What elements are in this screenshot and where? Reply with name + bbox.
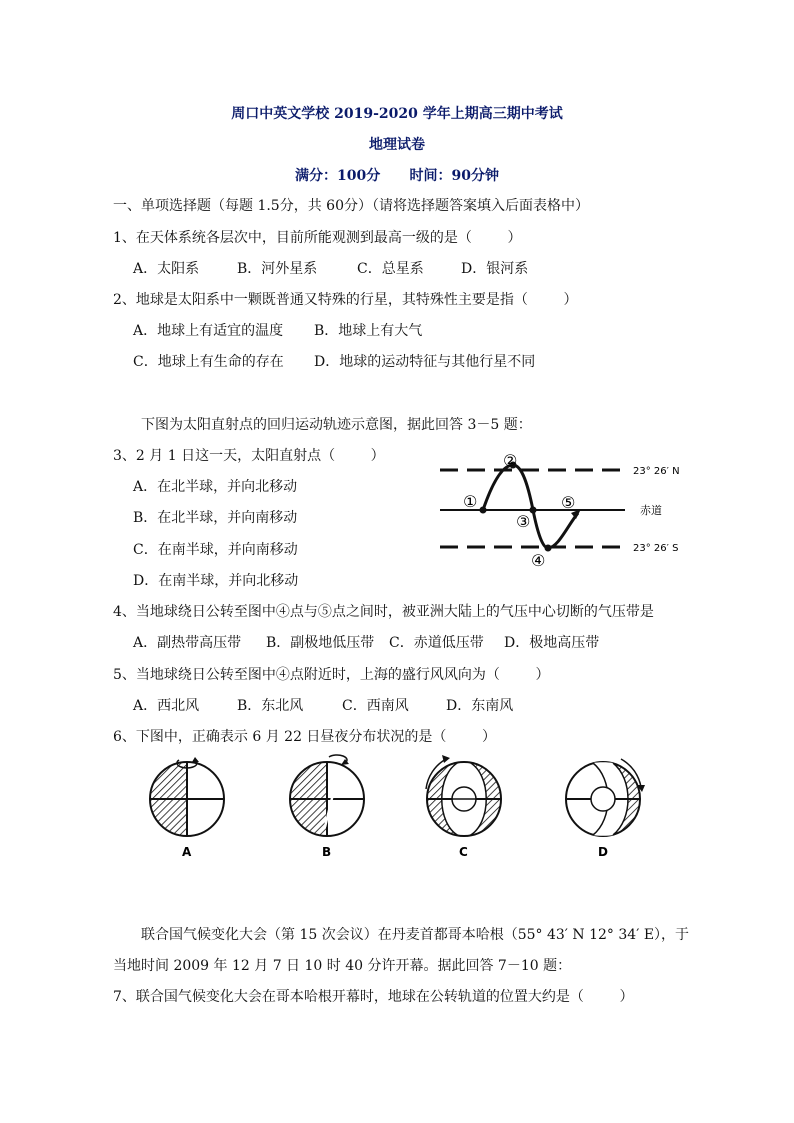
- q3-option-a: A．在北半球，并向北移动: [133, 479, 298, 495]
- equator-label: 赤道: [640, 504, 662, 517]
- section-heading: 一、单项选择题（每题 1.5分，共 60分）（请将选择题答案填入后面表格中）: [113, 198, 589, 214]
- q4-option-b: B．副极地低压带: [266, 635, 375, 651]
- q1-option-b: B．河外星系: [237, 261, 318, 277]
- question-6-stem: 6、下图中，正确表示 6 月 22 日昼夜分布状况的是（ ）: [113, 729, 497, 745]
- globe-d-label: D: [598, 845, 608, 859]
- point-3-label: ③: [516, 512, 531, 531]
- globe-b-label: B: [322, 845, 332, 859]
- question-1-stem: 1、在天体系统各层次中，目前所能观测到最高一级的是（ ）: [113, 230, 522, 246]
- q2-option-b: B．地球上有大气: [314, 323, 423, 339]
- q5-option-b: B．东北风: [237, 698, 304, 714]
- tropic-north-label: 23° 26′ N: [633, 466, 680, 477]
- q3-option-d: D．在南半球，并向北移动: [133, 573, 299, 589]
- globe-a: [150, 757, 224, 836]
- intro-7-10-line2: 当地时间 2009 年 12 月 7 日 10 时 40 分许开幕。据此回答 7－10 题：: [113, 958, 572, 974]
- score-time: 满分：100分 时间：90分钟: [295, 168, 499, 184]
- globe-d: [566, 759, 645, 836]
- globe-a-label: A: [182, 845, 192, 859]
- intro-7-10-line1: 联合国气候变化大会（第 15 次会议）在丹麦首都哥本哈根（55° 43′ N 12° 34′ E），于: [141, 927, 690, 943]
- q2-option-d: D．地球的运动特征与其他行星不同: [314, 354, 536, 370]
- question-7-stem: 7、联合国气候变化大会在哥本哈根开幕时，地球在公转轨道的位置大约是（ ）: [113, 989, 634, 1005]
- intro-3-5: 下图为太阳直射点的回归运动轨迹示意图，据此回答 3－5 题：: [141, 417, 532, 433]
- day-night-globes: [140, 752, 670, 862]
- q5-option-c: C．西南风: [342, 698, 409, 714]
- exam-title: 周口中英文学校 2019-2020 学年上期高三期中考试: [231, 106, 563, 122]
- sun-migration-diagram: [430, 445, 700, 575]
- globe-c: [426, 755, 501, 836]
- point-3-dot: [530, 507, 537, 514]
- globe-b: [290, 755, 364, 836]
- q3-option-c: C．在南半球，并向南移动: [133, 542, 298, 558]
- point-4-label: ④: [531, 551, 546, 570]
- point-4-dot: [545, 545, 552, 552]
- q5-option-d: D．东南风: [446, 698, 514, 714]
- q1-option-a: A．太阳系: [133, 261, 200, 277]
- q4-option-c: C．赤道低压带: [389, 635, 484, 651]
- q1-option-d: D．银河系: [461, 261, 529, 277]
- point-1-dot: [480, 507, 487, 514]
- globe-c-label: C: [459, 845, 468, 859]
- q1-option-c: C．总星系: [357, 261, 424, 277]
- q4-option-a: A．副热带高压带: [133, 635, 242, 651]
- q3-option-b: B．在北半球，并向南移动: [133, 510, 298, 526]
- point-5-label: ⑤: [561, 493, 576, 512]
- point-2-label: ②: [503, 451, 518, 470]
- q2-option-c: C．地球上有生命的存在: [133, 354, 284, 370]
- question-3-stem: 3、2 月 1 日这一天，太阳直射点（ ）: [113, 448, 385, 464]
- q2-option-a: A．地球上有适宜的温度: [133, 323, 284, 339]
- question-2-stem: 2、地球是太阳系中一颗既普通又特殊的行星，其特殊性主要是指（ ）: [113, 292, 578, 308]
- exam-subject: 地理试卷: [369, 137, 425, 153]
- question-5-stem: 5、当地球绕日公转至图中④点附近时，上海的盛行风风向为（ ）: [113, 667, 550, 683]
- q4-option-d: D．极地高压带: [504, 635, 600, 651]
- question-4-stem: 4、当地球绕日公转至图中④点与⑤点之间时，被亚洲大陆上的气压中心切断的气压带是: [113, 604, 654, 620]
- q5-option-a: A．西北风: [133, 698, 200, 714]
- tropic-south-label: 23° 26′ S: [633, 543, 679, 554]
- point-1-label: ①: [463, 492, 478, 511]
